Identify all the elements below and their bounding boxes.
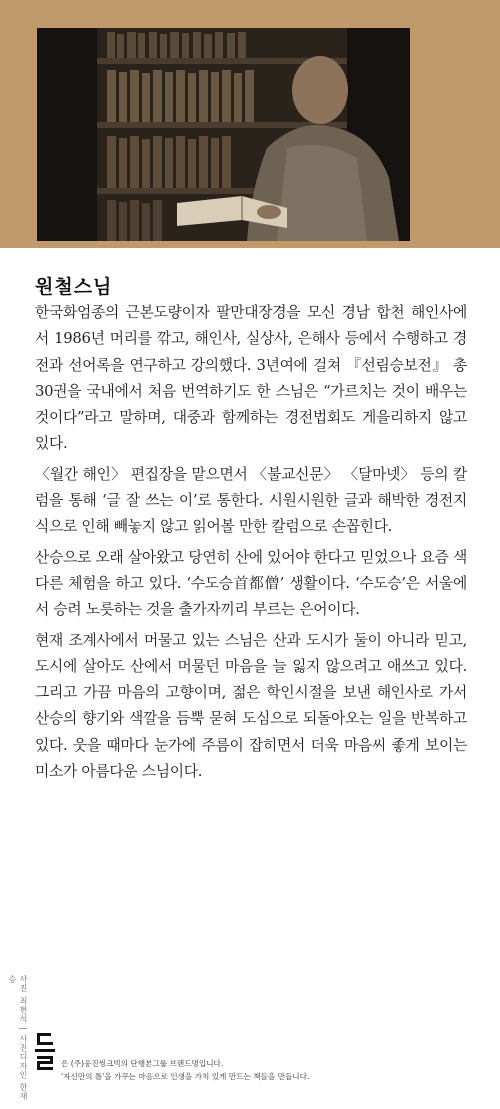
publisher-line-2: '자신만의 틀'을 가꾸는 마음으로 인생을 가치 있게 만드는 책들을 만듭니다.: [61, 1072, 310, 1081]
publisher-block: [35, 1030, 309, 1084]
publisher-line-1: 은 (주)웅진씽크빅의 단행본그룹 브랜드명입니다.: [61, 1059, 224, 1068]
bio-paragraph: 현재 조계사에서 머물고 있는 스님은 산과 도시가 둘이 아니라 믿고, 도시에 살아도 산에서 머물던 마음을 늘 잃지 않으려고 애쓰고 있다. 그리고 가끔 마음의 고향이며, 젊은 학인시절을 보낸 해인사로 가서 산승의 향기와 색깔을 듬뿍 묻혀 도심으로 되돌아오는 일을 반복하고 있다. 웃을 때마다 눈가에 주름이 잡히면서 더욱 마음씨 좋게 보이는 미소가 아름다운 스님이다.: [35, 631, 467, 781]
bio-paragraph: 〈월간 해인〉 편집장을 맡으면서 〈불교신문〉 〈달마넷〉 등의 칼럼을 통해 ‘글 잘 쓰는 이’로 통한다. 시원시원한 글과 해박한 경전지식으로 인해 빼놓지 않고 읽어볼 만한 칼럼으로 손꼽힌다.: [35, 465, 467, 536]
author-bio: [35, 300, 467, 789]
photo-credit: 사진 최현석 | 사진디자인 한재승: [8, 975, 28, 1101]
bio-paragraph: 한국화엄종의 근본도량이자 팔만대장경을 모신 경남 합천 해인사에서 1986년 머리를 깎고, 해인사, 실상사, 은해사 등에서 수행하고 경전과 선어록을 연구하고 강의했다. 3년여에 걸쳐 『선림승보전』 총 30권을 국내에서 처음 번역하기도 한 스님은 “가르치는 것이 배우는 것이다”라고 말하며, 대중과 함께하는 경전법회도 게을리하지 않고 있다.: [35, 304, 467, 453]
publisher-logo: [35, 1030, 57, 1084]
bio-paragraph: 산승으로 오래 살아왔고 당연히 산에 있어야 한다고 믿었으나 요즘 색다른 체험을 하고 있다. ‘수도승首都僧’ 생활이다. ‘수도승’은 서울에서 승려 노릇하는 것을 출가자끼리 부르는 은어이다.: [35, 548, 467, 619]
publisher-text: [61, 1057, 309, 1083]
author-name: 원철스님: [35, 276, 113, 298]
author-photo: [37, 28, 410, 241]
